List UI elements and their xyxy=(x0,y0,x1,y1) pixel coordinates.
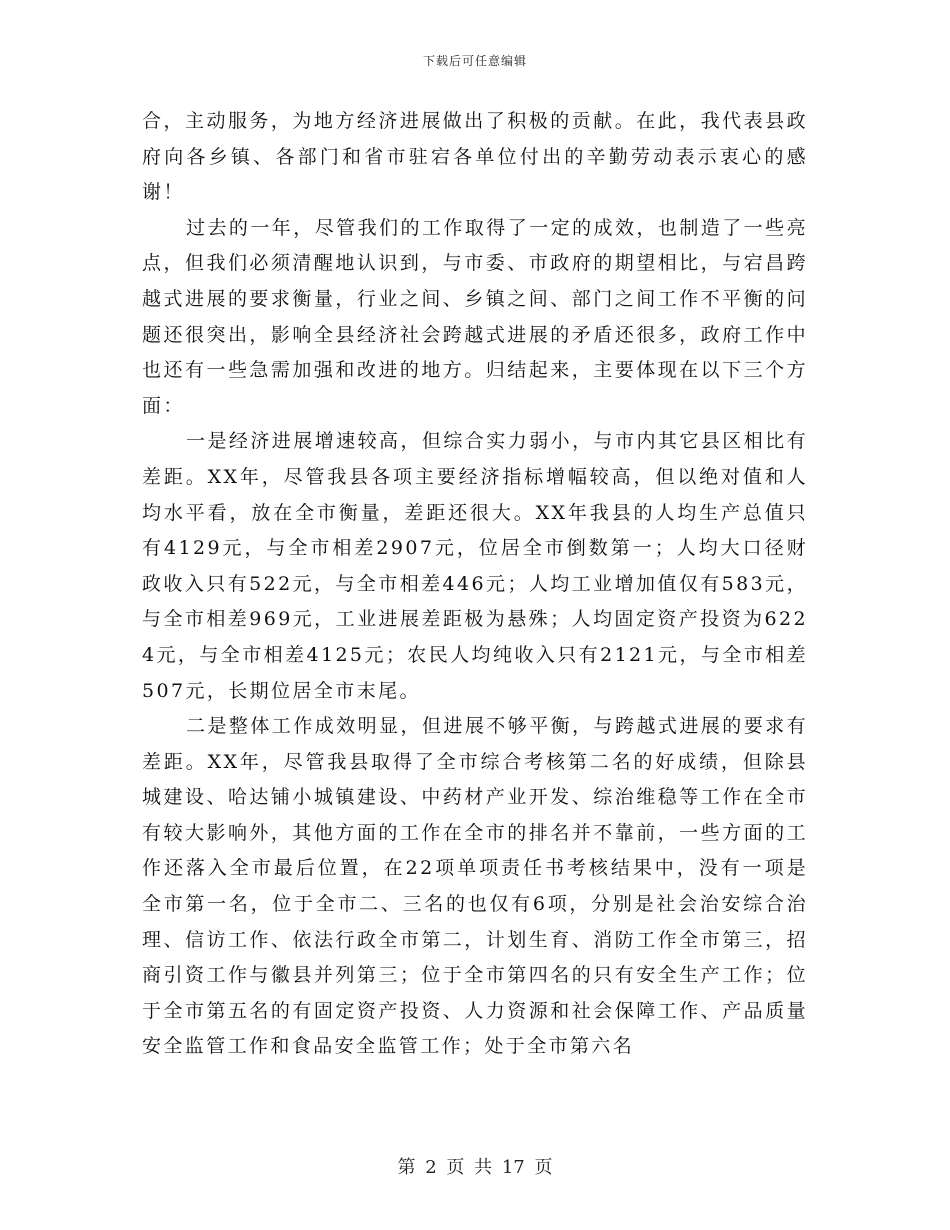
paragraph-point-one: 一是经济进展增速较高，但综合实力弱小，与市内其它县区相比有差距。XX年，尽管我县各项主要经济指标增幅较高，但以绝对值和人均水平看，放在全市衡量，差距还很大。XX年我县的人均生产总值只有4129元，与全市相差2907元，位居全市倒数第一；人均大口径财政收入只有522元，与全市相差446元；人均工业增加值仅有583元，与全市相差969元，工业进展差距极为悬殊；人均固定资产投资为6224元，与全市相差4125元；农民人均纯收入只有2121元，与全市相差507元，长期位居全市末尾。 xyxy=(142,430,808,702)
paragraph-continuation: 合，主动服务，为地方经济进展做出了积极的贡献。在此，我代表县政府向各乡镇、各部门和省市驻宕各单位付出的辛勤劳动表示衷心的感谢！ xyxy=(142,110,808,204)
paragraph-point-two: 二是整体工作成效明显，但进展不够平衡，与跨越式进展的要求有差距。XX年，尽管我县取得了全市综合考核第二名的好成绩，但除县城建设、哈达铺小城镇建设、中药材产业开发、综治维稳等工作在全市有较大影响外，其他方面的工作在全市的排名并不靠前，一些方面的工作还落入全市最后位置，在22项单项责任书考核结果中，没有一项是全市第一名，位于全市二、三名的也仅有6项，分别是社会治安综合治理、信访工作、依法行政全市第二，计划生育、消防工作全市第三，招商引资工作与徽县并列第三；位于全市第四名的只有安全生产工作；位于全市第五名的有固定资产投资、人力资源和社会保障工作、产品质量安全监管工作和食品安全监管工作；处于全市第六名 xyxy=(142,715,808,1058)
paragraph-summary: 过去的一年，尽管我们的工作取得了一定的成效，也制造了一些亮点，但我们必须清醒地认识到，与市委、市政府的期望相比，与宕昌跨越式进展的要求衡量，行业之间、乡镇之间、部门之间工作不平衡的问题还很突出，影响全县经济社会跨越式进展的矛盾还很多，政府工作中也还有一些急需加强和改进的地方。归结起来，主要体现在以下三个方面： xyxy=(142,216,808,417)
document-body xyxy=(142,104,808,1065)
page-number-footer: 第 2 页 共 17 页 xyxy=(397,1157,553,1178)
page-header: 下载后可任意编辑 xyxy=(422,54,527,68)
